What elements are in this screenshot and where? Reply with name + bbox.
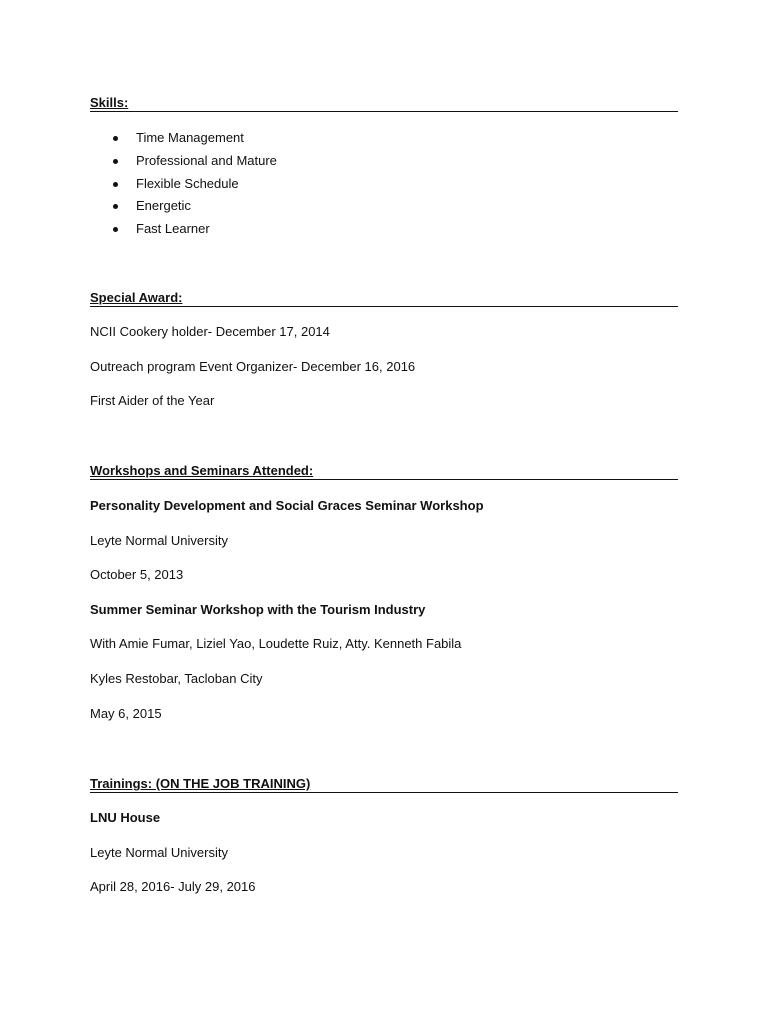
bullet-icon	[113, 227, 118, 232]
workshops-heading: Workshops and Seminars Attended:	[90, 463, 678, 480]
list-item: Time Management	[110, 127, 277, 150]
bullet-icon	[113, 159, 118, 164]
workshop-date: May 6, 2015	[90, 706, 162, 721]
skills-heading: Skills:	[90, 95, 678, 112]
award-item: NCII Cookery holder- December 17, 2014	[90, 324, 330, 339]
workshop-speakers: With Amie Fumar, Liziel Yao, Loudette Ruiz, Atty. Kenneth Fabila	[90, 636, 462, 651]
workshop-venue: Kyles Restobar, Tacloban City	[90, 671, 263, 686]
bullet-icon	[113, 182, 118, 187]
training-venue: Leyte Normal University	[90, 845, 228, 860]
award-item: First Aider of the Year	[90, 393, 215, 408]
training-title: LNU House	[90, 810, 161, 825]
list-item: Fast Learner	[110, 218, 277, 241]
workshop-title: Personality Development and Social Graces Seminar Workshop	[90, 498, 484, 513]
trainings-heading: Trainings: (ON THE JOB TRAINING)	[90, 776, 678, 793]
special-award-heading: Special Award:	[90, 290, 678, 307]
bullet-icon	[113, 136, 118, 141]
training-dates: April 28, 2016- July 29, 2016	[90, 879, 256, 894]
workshop-title: Summer Seminar Workshop with the Tourism Industry	[90, 602, 426, 617]
list-item: Professional and Mature	[110, 150, 277, 173]
workshop-date: October 5, 2013	[90, 567, 184, 582]
award-item: Outreach program Event Organizer- December 16, 2016	[90, 359, 416, 374]
bullet-icon	[113, 204, 118, 209]
list-item: Flexible Schedule	[110, 173, 277, 196]
skills-list	[110, 127, 277, 241]
workshop-venue: Leyte Normal University	[90, 533, 228, 548]
list-item: Energetic	[110, 195, 277, 218]
